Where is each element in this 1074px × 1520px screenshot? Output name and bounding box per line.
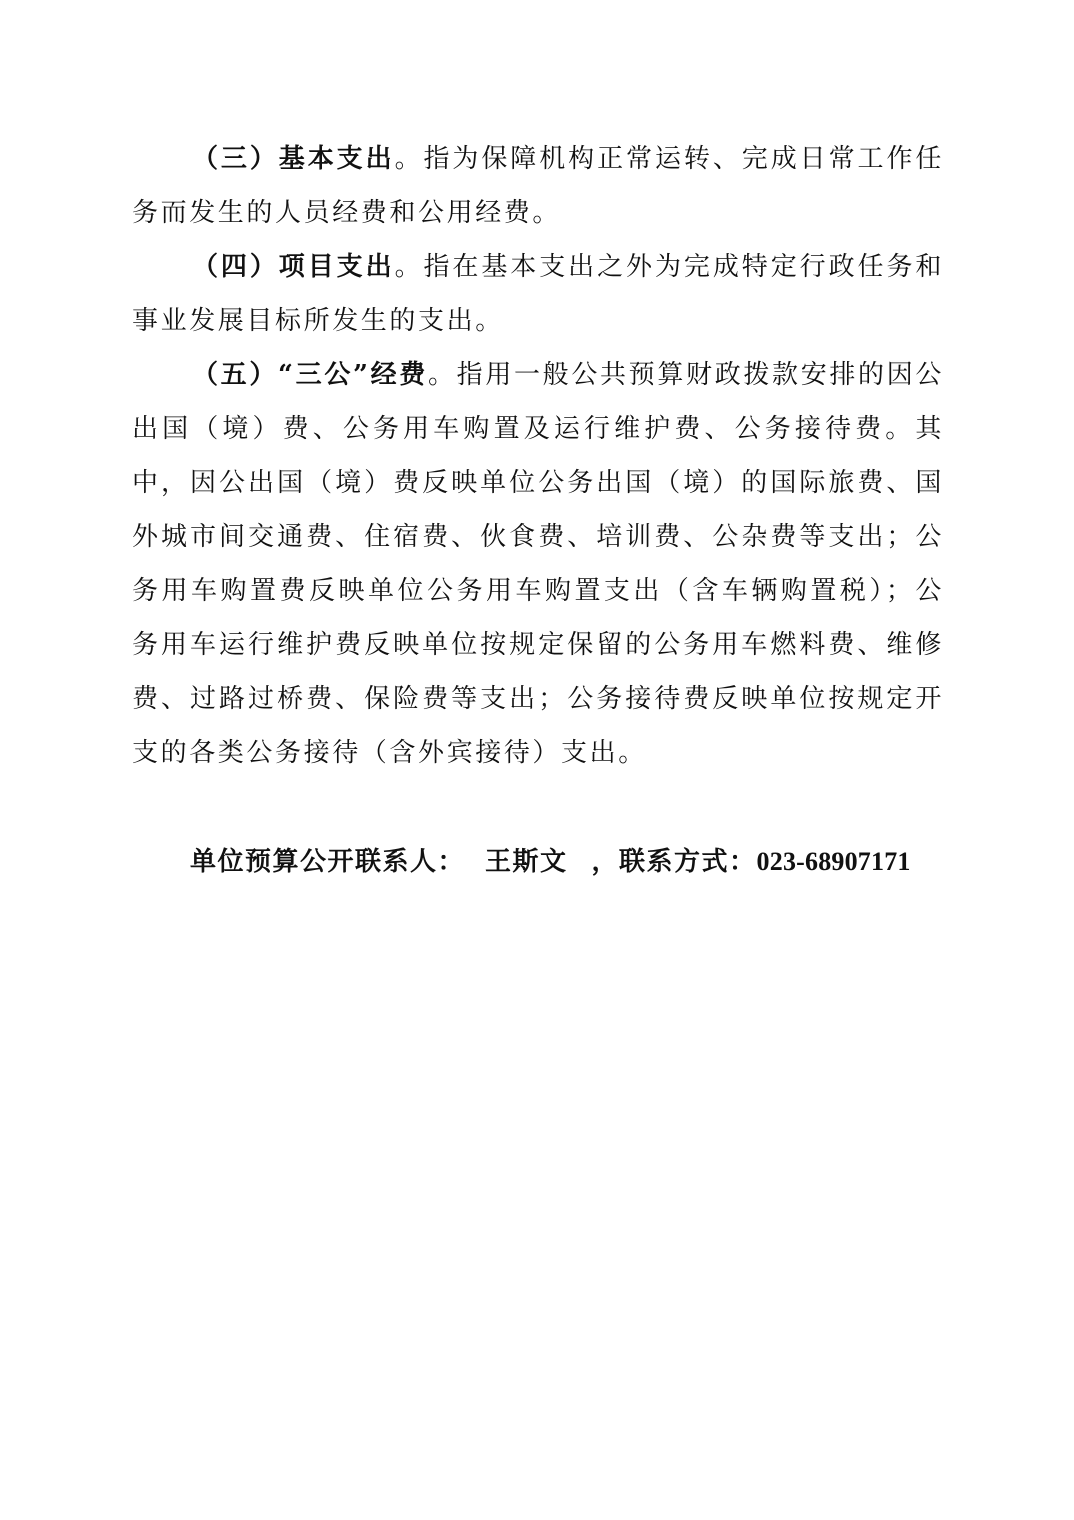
contact-name: 王斯文 [485, 847, 568, 877]
term-three-public-expenses: （五）“三公”经费 [192, 360, 428, 390]
paragraph-three-public-expenses [132, 348, 944, 780]
definition-project-expenditure: 。指在基本支出之外为完成特定行政任务和事业发展目标所发生的支出。 [132, 252, 945, 336]
term-project-expenditure: （四）项目支出 [192, 252, 395, 282]
body-text [132, 132, 944, 780]
contact-line [190, 838, 950, 886]
paragraph-project-expenditure [132, 240, 944, 348]
term-basic-expenditure: （三）基本支出 [192, 144, 395, 174]
contact-phone-label: ，联系方式： [591, 847, 757, 877]
definition-basic-expenditure: 。指为保障机构正常运转、完成日常工作任务而发生的人员经费和公用经费。 [132, 144, 945, 228]
contact-phone: 023-68907171 [756, 847, 911, 876]
contact-label: 单位预算公开联系人： [190, 847, 466, 877]
paragraph-basic-expenditure [132, 132, 944, 240]
definition-three-public-expenses: 。指用一般公共预算财政拨款安排的因公出国（境）费、公务用车购置及运行维护费、公务接待费。其中，因公出国（境）费反映单位公务出国（境）的国际旅费、国外城市间交通费、住宿费、伙食费、培训费、公杂费等支出；公务用车购置费反映单位公务用车购置支出（含车辆购置税）；公务用车运行维护费反映单位按规定保留的公务用车燃料费、维修费、过路过桥费、保险费等支出；公务接待费反映单位按规定开支的各类公务接待（含外宾接待）支出。 [132, 360, 944, 768]
